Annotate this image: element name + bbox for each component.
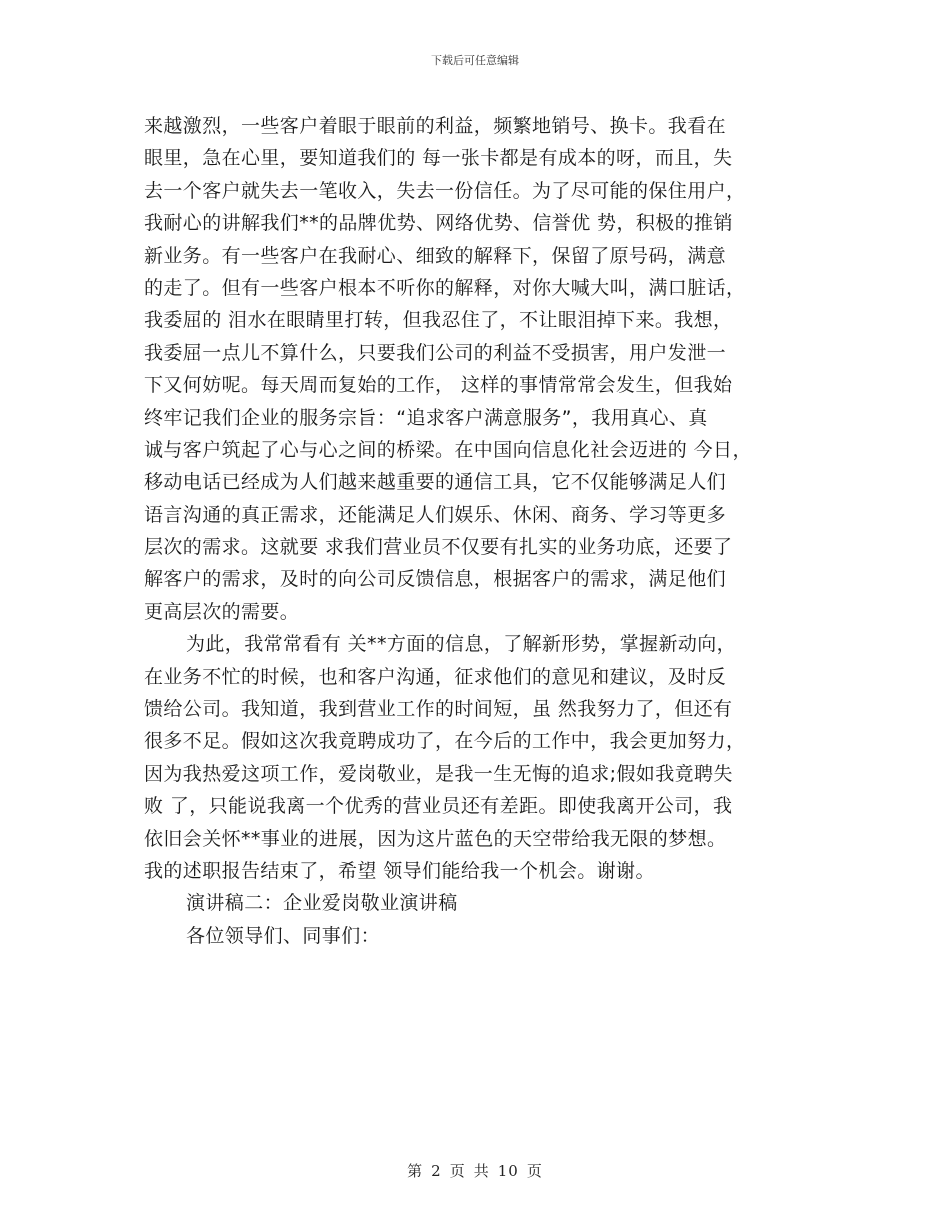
text-line: 层次的需求。这就要 求我们营业员不仅要有扎实的业务功底，还要了	[144, 536, 733, 559]
text-line: 我委屈的 泪水在眼睛里打转，但我忍住了，不让眼泪掉下来。我想，	[144, 309, 733, 332]
text-line: 败 了，只能说我离一个优秀的营业员还有差距。即使我离开公司，我	[144, 795, 733, 818]
text-line: 诚与客户筑起了心与心之间的桥梁。在中国向信息化社会迈进的 今日，	[144, 438, 752, 461]
text-line: 移动电话已经成为人们越来越重要的通信工具，它不仅能够满足人们	[144, 471, 727, 494]
current-page-number: 2	[431, 1162, 442, 1180]
footer-page-word: 页	[449, 1162, 466, 1180]
salutation: 各位领导们、同事们：	[186, 924, 381, 947]
text-line: 我耐心的讲解我们**的品牌优势、网络优势、信誉优 势，积极的推销	[144, 212, 733, 235]
text-line: 去一个客户就失去一笔收入，失去一份信任。为了尽可能的保住用户，	[144, 179, 746, 202]
text-line: 因为我热爱这项工作，爱岗敬业，是我一生无悔的追求;假如我竟聘失	[144, 762, 733, 785]
text-line: 眼里，急在心里，要知道我们的 每一张卡都是有成本的呀，而且，失	[144, 147, 733, 170]
text-line: 馈给公司。我知道，我到营业工作的时间短，虽 然我努力了，但还有	[144, 698, 733, 721]
text-line: 更高层次的需要。	[144, 600, 300, 623]
text-line: 终牢记我们企业的服务宗旨：“追求客户满意服务”，我用真心、真	[144, 406, 708, 429]
page-header-note: 下载后可任意编辑	[431, 54, 519, 67]
text-line: 的走了。但有一些客户根本不听你的解释，对你大喊大叫，满口脏话，	[144, 276, 746, 299]
text-line: 来越激烈，一些客户着眼于眼前的利益，频繁地销号、换卡。我看在	[144, 115, 727, 137]
page-footer	[0, 1160, 950, 1181]
footer-prefix: 第	[407, 1162, 424, 1180]
text-line: 我的述职报告结束了，希望 领导们能给我一个机会。谢谢。	[144, 859, 655, 882]
text-line: 语言沟通的真正需求，还能满足人们娱乐、休闲、商务、学习等更多	[144, 503, 727, 526]
text-line: 我委屈一点儿不算什么，只要我们公司的利益不受损害，用户发泄一	[144, 341, 727, 364]
text-line: 下又何妨呢。每天周而复始的工作， 这样的事情常常会发生，但我始	[144, 374, 733, 397]
text-line: 很多不足。假如这次我竟聘成功了，在今后的工作中，我会更加努力，	[144, 730, 746, 753]
text-line: 依旧会关怀**事业的进展，因为这片蓝色的天空带给我无限的梦想。	[144, 827, 727, 850]
paragraph-first-line: 为此，我常常看有 关**方面的信息，了解新形势，掌握新动向，	[186, 633, 737, 656]
footer-total-word: 共	[473, 1162, 490, 1180]
text-line: 解客户的需求，及时的向公司反馈信息，根据客户的需求，满足他们	[144, 568, 727, 591]
total-page-count: 10	[497, 1162, 519, 1180]
footer-suffix: 页	[526, 1162, 543, 1180]
document-body	[144, 110, 824, 952]
section-heading: 演讲稿二：企业爱岗敬业演讲稿	[186, 892, 458, 915]
text-line: 新业务。有一些客户在我耐心、细致的解释下，保留了原号码，满意	[144, 244, 727, 267]
text-line: 在业务不忙的时候，也和客户沟通，征求他们的意见和建议，及时反	[144, 665, 727, 688]
